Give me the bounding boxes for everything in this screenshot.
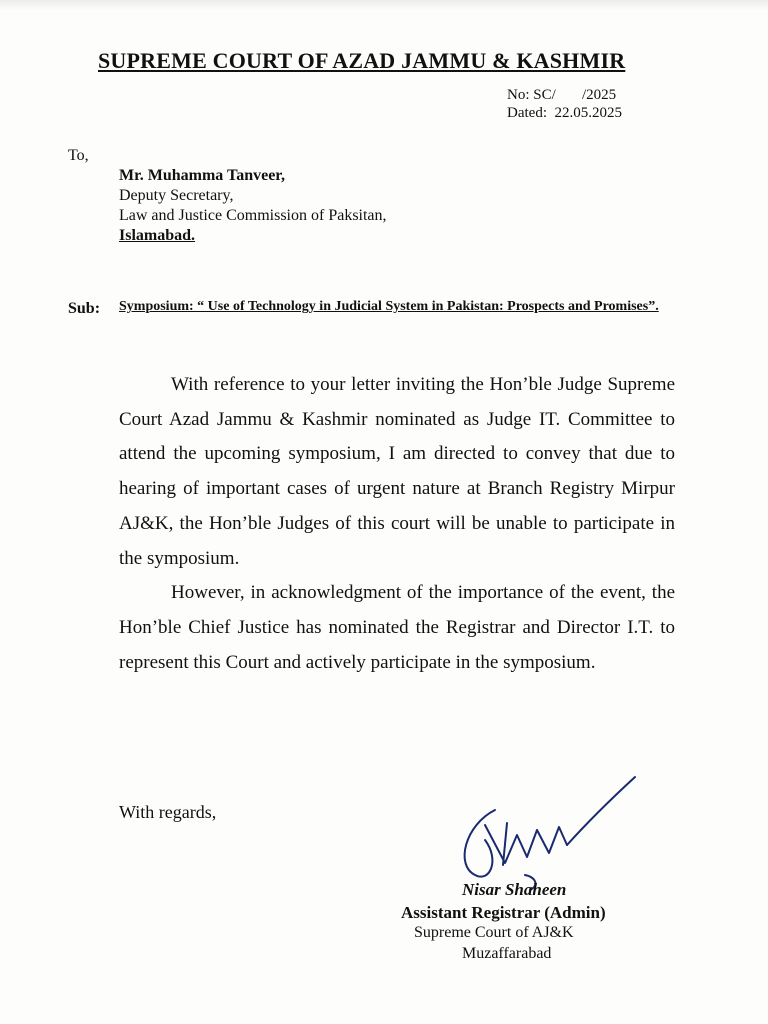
signatory-organization: Supreme Court of AJ&K xyxy=(414,924,574,941)
handwritten-signature xyxy=(455,765,655,895)
reference-number: No: SC/ /2025 xyxy=(507,87,617,103)
recipient-city: Islamabad. xyxy=(119,227,196,244)
subject-text: Symposium: “ Use of Technology in Judicial System in Pakistan: Prospects and Promises”. xyxy=(119,299,659,314)
signatory-city: Muzaffarabad xyxy=(462,945,552,962)
letterhead-title: SUPREME COURT OF AZAD JAMMU & KASHMIR xyxy=(98,48,626,73)
signatory-title: Assistant Registrar (Admin) xyxy=(401,903,606,922)
reference-block xyxy=(507,86,622,122)
to-label: To, xyxy=(68,147,89,164)
body-paragraph-1: With reference to your letter inviting the Hon’ble Judge Supreme Court Azad Jammu & Kashmir nominated as Judge IT. Committee to attend the upcoming symposium, I am directed to convey that due to hearing of important cases of urgent nature at Branch Registry Mirpur AJ&K, the Hon’ble Judges of this court will be unable to participate in the symposium. xyxy=(119,374,675,569)
signatory-name: Nisar Shaheen xyxy=(462,880,567,899)
recipient-address xyxy=(119,166,387,246)
recipient-organization: Law and Justice Commission of Paksitan, xyxy=(119,207,387,224)
closing-salutation: With regards, xyxy=(119,802,217,822)
recipient-designation: Deputy Secretary, xyxy=(119,187,234,204)
body-paragraph-2: However, in acknowledgment of the importance of the event, the Hon’ble Chief Justice has nominated the Registrar and Director I.T. to represent this Court and actively participate in the symposium. xyxy=(119,582,675,673)
page-top-edge xyxy=(0,0,768,10)
letter-body xyxy=(119,368,675,680)
recipient-name: Mr. Muhamma Tanveer, xyxy=(119,167,285,184)
subject-label: Sub: xyxy=(68,300,101,317)
reference-date: Dated: 22.05.2025 xyxy=(507,105,622,121)
